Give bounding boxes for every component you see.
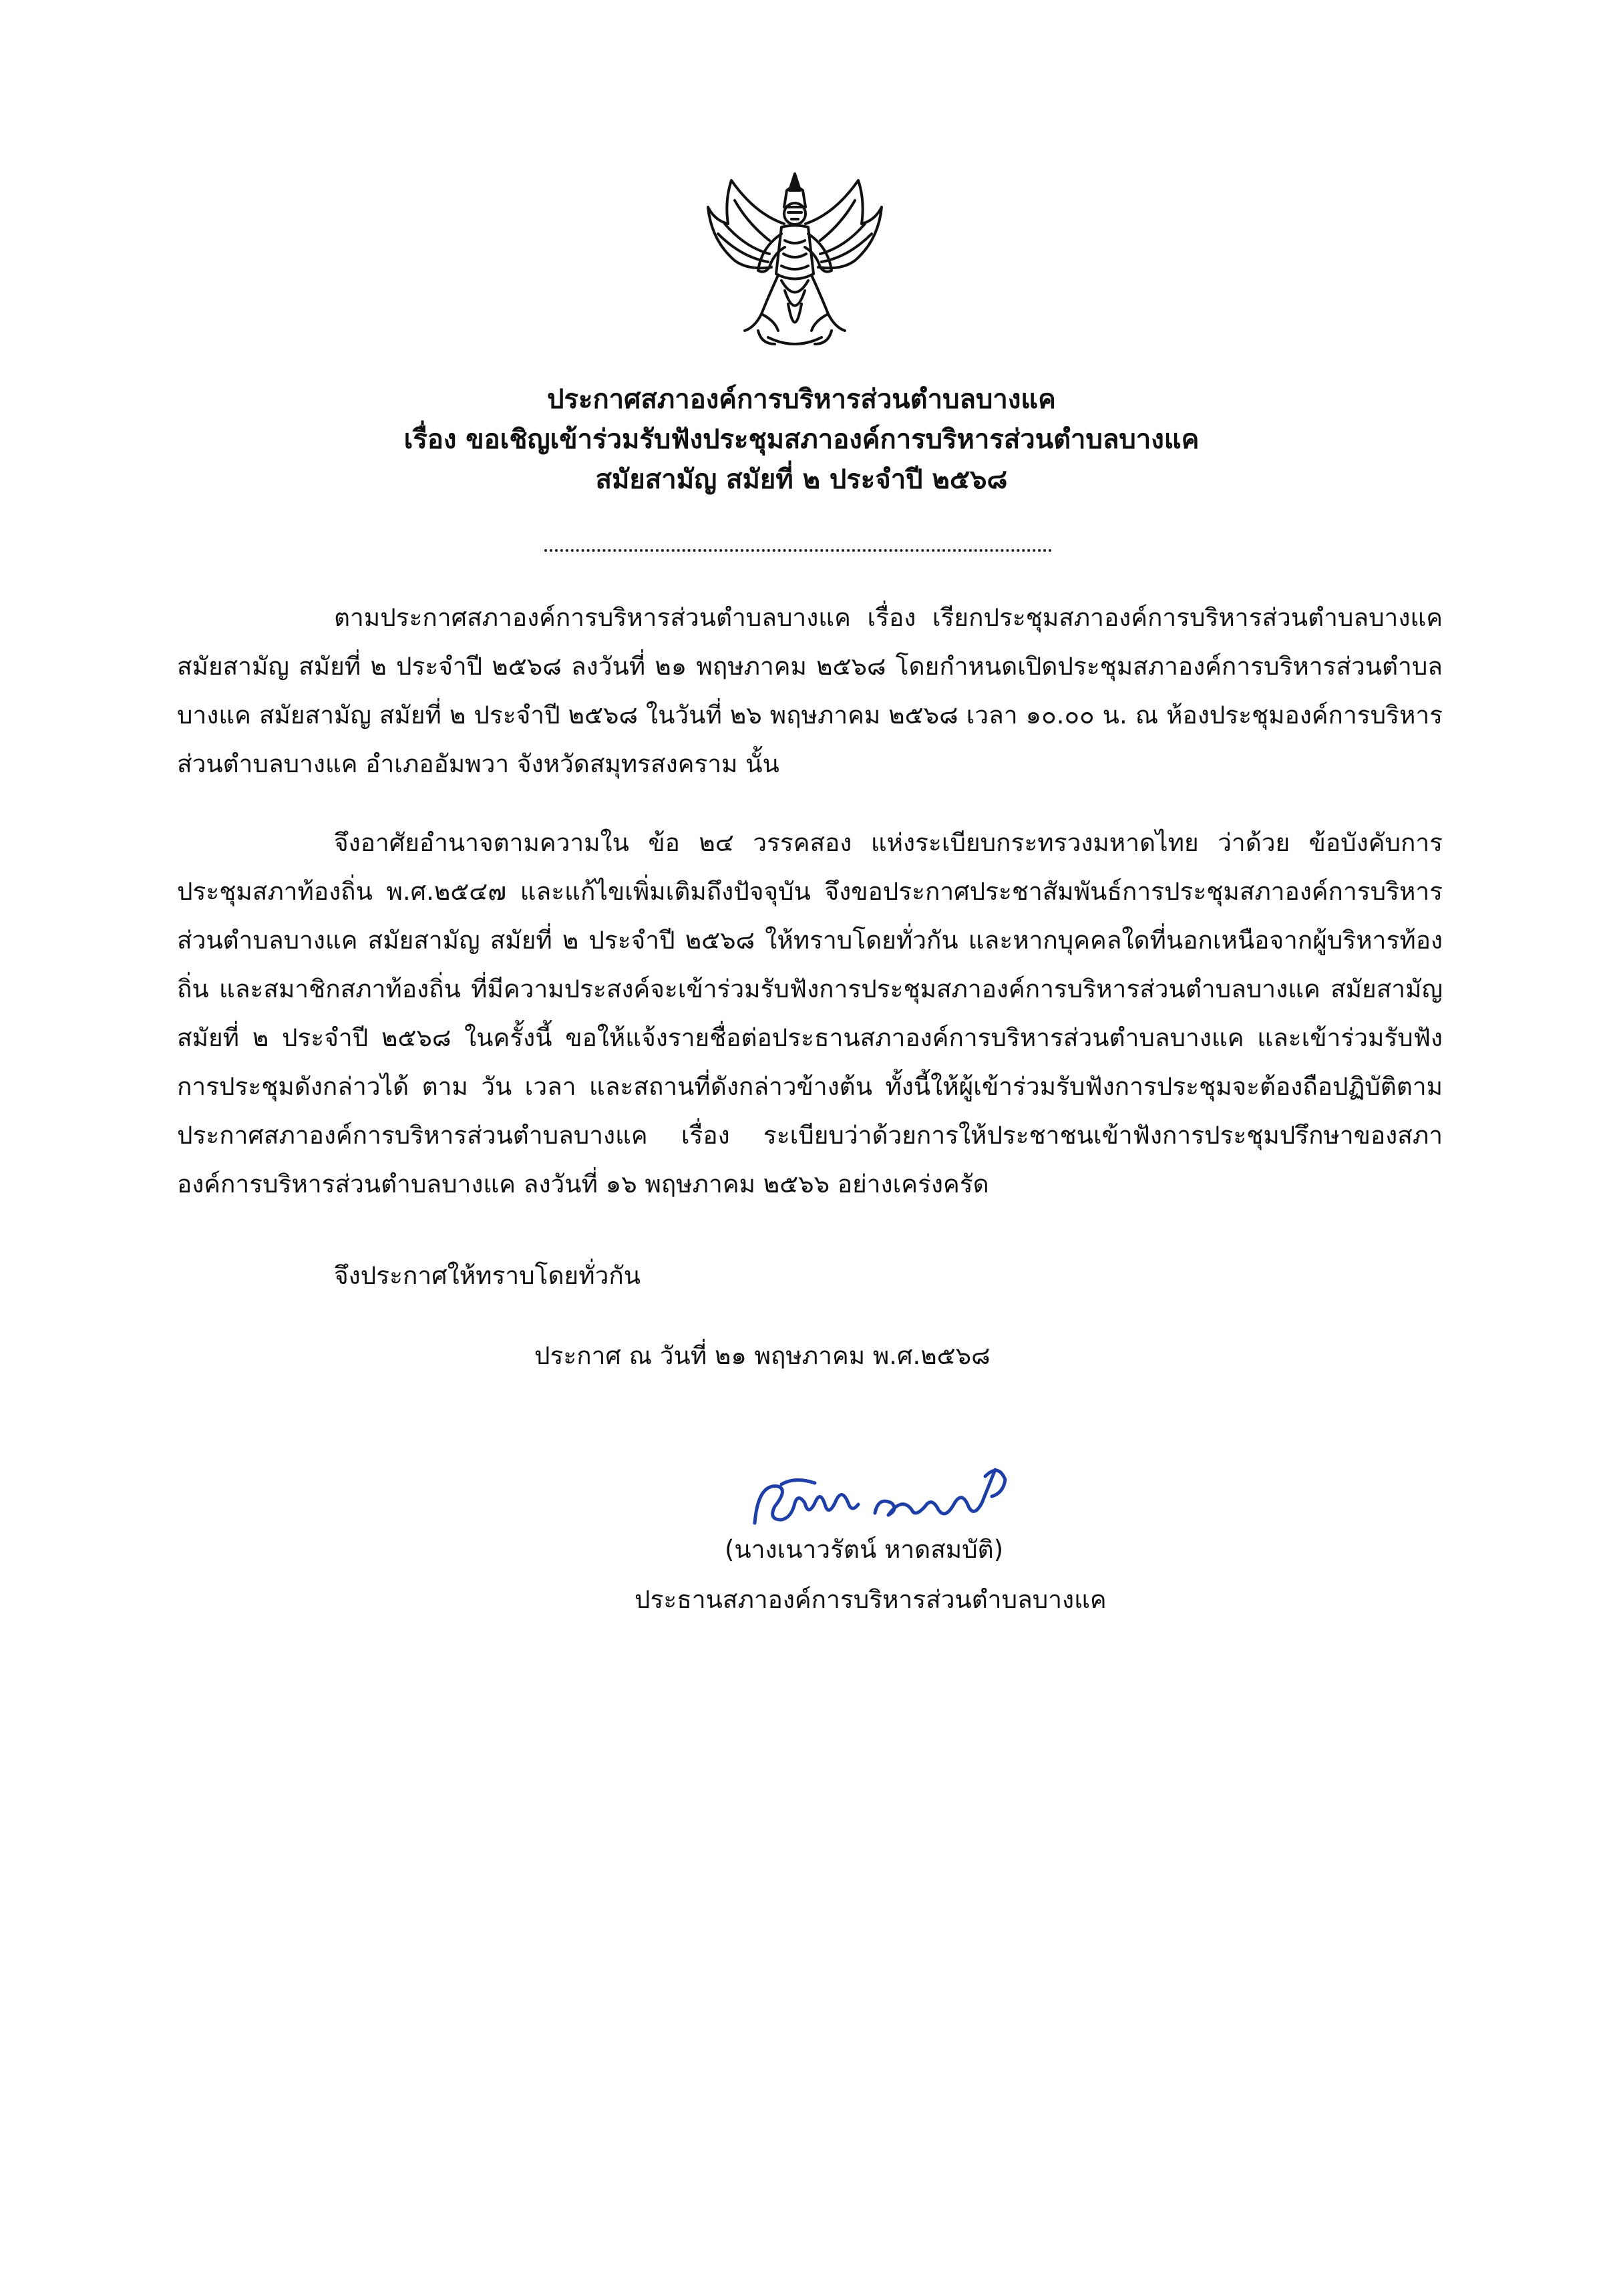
garuda-emblem-icon	[695, 160, 895, 361]
signatory-name: (นางเนาวรัตน์ หาดสมบัติ)	[725, 1535, 1004, 1564]
announcement-header	[200, 379, 1403, 500]
announcement-date: ประกาศ ณ วันที่ ๒๑ พฤษภาคม พ.ศ.๒๕๖๘	[534, 1341, 991, 1370]
closing-statement: จึงประกาศให้ทราบโดยทั่วกัน	[334, 1261, 641, 1290]
body-paragraph-2	[177, 818, 1443, 1208]
paragraph-1-text: ตามประกาศสภาองค์การบริหารส่วนตำบลบางแค เรื่อง เรียกประชุมสภาองค์การบริหารส่วนตำบลบางแค สมัยสามัญ สมัยที่ ๒ ประจำปี ๒๕๖๘ ลงวันที่ ๒๑ พฤษภาคม ๒๕๖๘ โดยกำหนดเปิดประชุมสภาองค์การบริหารส่วนตำบลบางแค สมัยสามัญ สมัยที่ ๒ ประจำปี ๒๕๖๘ ในวันที่ ๒๖ พฤษภาคม ๒๕๖๘ เวลา ๑๐.๐๐ น. ณ ห้องประชุมองค์การบริหารส่วนตำบลบางแค อำเภออัมพวา จังหวัดสมุทรสงคราม นั้น	[177, 603, 1443, 778]
body-paragraph-1	[177, 593, 1443, 788]
announcement-subject: เรื่อง ขอเชิญเข้าร่วมรับฟังประชุมสภาองค์การบริหารส่วนตำบลบางแค	[403, 424, 1200, 455]
announcement-title: ประกาศสภาองค์การบริหารส่วนตำบลบางแค	[547, 384, 1056, 415]
paragraph-2-text: จึงอาศัยอำนาจตามความใน ข้อ ๒๔ วรรคสอง แห่งระเบียบกระทรวงมหาดไทย ว่าด้วย ข้อบังคับการประชุมสภาท้องถิ่น พ.ศ.๒๕๔๗ และแก้ไขเพิ่มเติมถึงปัจจุบัน จึงขอประกาศประชาสัมพันธ์การประชุมสภาองค์การบริหารส่วนตำบลบางแค สมัยสามัญ สมัยที่ ๒ ประจำปี ๒๕๖๘ ให้ทราบโดยทั่วกัน และหากบุคคลใดที่นอกเหนือจากผู้บริหารท้องถิ่น และสมาชิกสภาท้องถิ่น ที่มีความประสงค์จะเข้าร่วมรับฟังการประชุมสภาองค์การบริหารส่วนตำบลบางแค สมัยสามัญ สมัยที่ ๒ ประจำปี ๒๕๖๘ ในครั้งนี้ ขอให้แจ้งรายชื่อต่อประธานสภาองค์การบริหารส่วนตำบลบางแค และเข้าร่วมรับฟังการประชุมดังกล่าวได้ ตาม วัน เวลา และสถานที่ดังกล่าวข้างต้น ทั้งนี้ให้ผู้เข้าร่วมรับฟังการประชุมจะต้องถือปฏิบัติตามประกาศสภาองค์การบริหารส่วนตำบลบางแค เรื่อง ระเบียบว่าด้วยการให้ประชาชนเข้าฟังการประชุมปรึกษาของสภาองค์การบริหารส่วนตำบลบางแค ลงวันที่ ๑๖ พฤษภาคม ๒๕๖๖ อย่างเคร่งครัด	[177, 828, 1443, 1198]
announcement-session: สมัยสามัญ สมัยที่ ๒ ประจำปี ๒๕๖๘	[595, 464, 1008, 495]
dotted-divider	[544, 549, 1052, 552]
signatory-position: ประธานสภาองค์การบริหารส่วนตำบลบางแค	[635, 1585, 1107, 1614]
